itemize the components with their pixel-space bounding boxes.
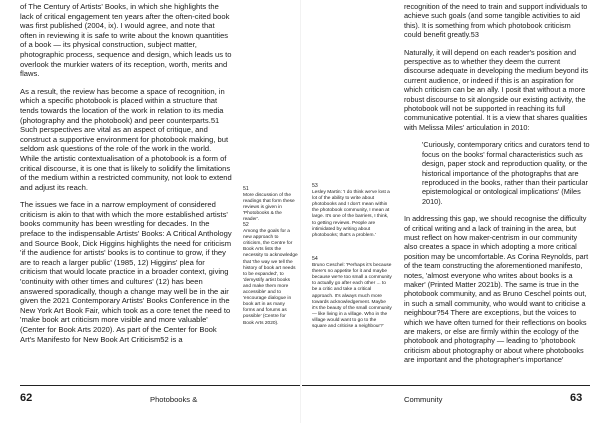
footnote-text: Among the goals for a new approach to criticism, the Centre for Book Arts lists the necessity to acknowledge that 'the way we tell the history of book art needs to be expanded', to 'demystify artist books and make them more accessible' and to 'encourage dialogue in book art in as many forms and forums as possible' (Centre for Book Arts 2020). bbox=[243, 229, 298, 326]
footnote-text: Lesley Martin: 'I do think we've lost a lot of the ability to write about photobooks and I don't mean within the photobook community, I mean at large. It's one of the barriers, I think, to getting reviews. People are intimidated by writing about photobooks; that's a problem.' bbox=[312, 190, 390, 238]
footnote-number: 52 bbox=[243, 222, 249, 228]
right-paragraph-3: In addressing this gap, we should recognise the difficulty of critical writing and a lack of training in the area, but must reflect on how maker-centrism in our community also creates a space in which adopting a more critical position may be uncomfortable. As Corina Reynolds, part of the team constructing the aforementioned manifesto, notes, 'almost everyone who writes about books is a maker' (Printed Matter 2021b). The same is true in the photobook community, and as Bruno Ceschel points out, in such a small community, who would want to criticise a neighbour?54 There are exceptions, but the voices to which we have often turned for their reflections on books are makers, or else are firmly within the ecology of the photobook and photography — leading to 'photobook criticism about photography or about where photobooks are important and the photographer's importance' bbox=[404, 214, 589, 365]
left-running-head: Photobooks & bbox=[150, 395, 198, 404]
left-page-number: 62 bbox=[20, 392, 33, 404]
footnote-number: 53 bbox=[312, 183, 318, 189]
spine-gutter bbox=[300, 0, 301, 423]
footnote-54 bbox=[312, 256, 392, 330]
left-footer-rule bbox=[20, 385, 300, 386]
right-running-head: Community bbox=[404, 395, 443, 404]
left-paragraph-1: of The Century of Artists' Books, in which she highlights the lack of critical engagement ten years after the often-cited book was first published (2004, ix). I would agree, and note that often in reviewing it is safe to write about the known quantities of a book — its physical construction, subject matter, photographic process, sequence and design, which leads us to overlook the murkier waters of its reception, worth, merits and flaws. bbox=[20, 2, 232, 79]
block-quote: 'Curiously, contemporary critics and curators tend to focus on the books' formal characteristics such as design, paper stock and reproduction quality, or the historical importance of the photographs that are reproduced in the books, rather than their particular epistemological or ontological implications' (Miles 2010). bbox=[422, 140, 590, 206]
left-paragraph-3: The issues we face in a narrow employment of considered criticism is akin to that with which the more established artists' books community has been wrestling for decades. In the preface to the indispensable Artists' Books: A Critical Anthology and Source Book, Dick Higgins highlights the need for criticism 'if the audience for artists' books is to continue to grow, if they are to reach a larger public' (1985, 12) Higgins' plea for criticism that would locate practice in a broader context, giving 'continuity with other times and cultures' (12) has been answered sporadically, though a change may well be in the air given the 2021 Contemporary Artists' Books Conference in the New York Art Book Fair, which took as a core tenet the need to 'make book art criticism more visible and more valuable' (Center for Book Arts 2020). As part of the Center for Book Art's Manifesto for New Book Art Criticism52 is a bbox=[20, 200, 232, 344]
footnote-53 bbox=[312, 183, 392, 239]
left-body-text bbox=[20, 2, 232, 352]
right-paragraph-1: recognition of the need to train and support individuals to achieve such goals (and some tangible activities to aid this). It is something from which photobook criticism could benefit greatly.53 bbox=[404, 2, 588, 40]
left-paragraph-2: As a result, the review has become a space of recognition, in which a specific photobook is placed within a structure that tends towards the location of the work in relation to its media (photography and the photobook) and peer counterparts.51 Such perspectives are vital as an aspect of critique, and construct a supportive environment for photobook making, but seldom ask questions of the role of the work in the world. While the artistic contextualisation of a photobook is a form of critical discourse, it is one that is likely to solidify the limitations of the medium within a restricted community, not look to extend and adjust its reach. bbox=[20, 86, 232, 192]
footnote-52 bbox=[243, 222, 298, 327]
footnote-51 bbox=[243, 186, 298, 224]
right-page-number: 63 bbox=[570, 392, 583, 404]
footnote-number: 51 bbox=[243, 186, 249, 192]
right-body-text bbox=[404, 2, 590, 373]
footnote-text: Bruno Ceschel: 'Perhaps it's because there's no appetite for it and maybe because we're too small a community to actually go after each other ... to be a critic and take a critical approach. It's always much more towards acknowledgement. Maybe it's the beauty of the small community — like living in a village. Who in the village would want to go to the square and criticise a neighbour?' bbox=[312, 263, 392, 330]
right-paragraph-2: Naturally, it will depend on each reader's position and perspective as to whether they deem the current discourse adequate in developing the medium beyond its current audience, or indeed if this is an aspiration for which criticism can be an ally. I posit that without a more robust discourse to sit alongside our existing activity, the photobook will not be supported in reaching its full communicative potential. It is a view that shares qualities with Melissa Miles' articulation in 2010: bbox=[404, 47, 589, 132]
footnote-number: 54 bbox=[312, 256, 318, 262]
right-footer-rule bbox=[302, 385, 590, 386]
footnote-text: More discussion of the readings that form these reviews is given in 'Photobooks & the reader'. bbox=[243, 193, 295, 223]
